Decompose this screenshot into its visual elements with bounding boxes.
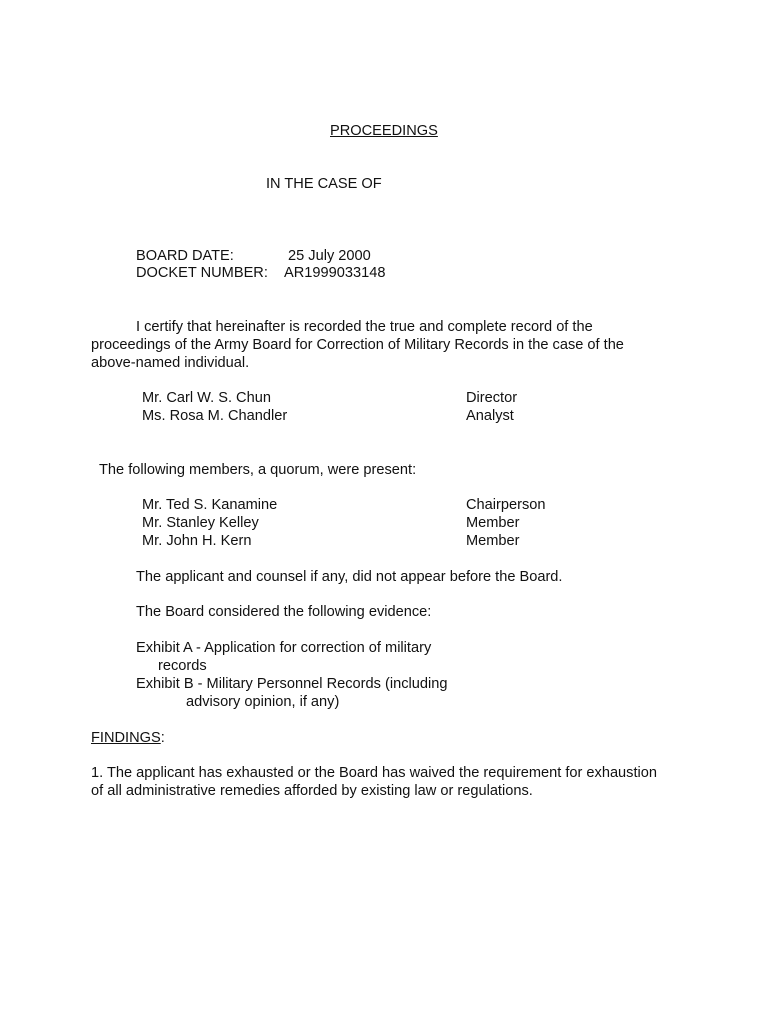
findings-heading-text: FINDINGS [91,730,161,746]
evidence-intro: The Board considered the following evidence: [136,604,432,620]
document-title: PROCEEDINGS [330,123,438,139]
exhibit-b-continued: advisory opinion, if any) [186,694,340,710]
member-role: Chairperson [466,497,546,513]
docket-number-label: DOCKET NUMBER: [136,265,268,281]
staff-role: Analyst [466,408,514,424]
docket-number-value: AR1999033148 [284,265,386,281]
exhibit-a: Exhibit A - Application for correction of military [136,640,432,656]
staff-name: Mr. Carl W. S. Chun [142,390,271,406]
quorum-intro: The following members, a quorum, were present: [99,462,417,478]
member-name: Mr. John H. Kern [142,533,252,549]
appearance-note: The applicant and counsel if any, did not appear before the Board. [136,569,563,585]
member-name: Mr. Stanley Kelley [142,515,259,531]
staff-role: Director [466,390,518,406]
exhibit-a-continued: records [158,658,207,674]
certification-paragraph: I certify that hereinafter is recorded the true and complete record of the proceedings of the Army Board for Correction of Military Records in the case of the above-named individual. [91,319,624,371]
findings-heading [91,729,165,747]
member-role: Member [466,533,520,549]
board-date-label: BOARD DATE: [136,248,234,264]
case-heading: IN THE CASE OF [266,176,382,192]
exhibit-b: Exhibit B - Military Personnel Records (including [136,676,448,692]
member-role: Member [466,515,520,531]
finding-item-1: 1. The applicant has exhausted or the Board has waived the requirement for exhaustion of all administrative remedies afforded by existing law or regulations. [91,765,657,799]
findings-heading-colon: : [160,730,165,746]
board-date-value: 25 July 2000 [288,248,371,264]
staff-name: Ms. Rosa M. Chandler [142,408,288,424]
member-name: Mr. Ted S. Kanamine [142,497,278,513]
